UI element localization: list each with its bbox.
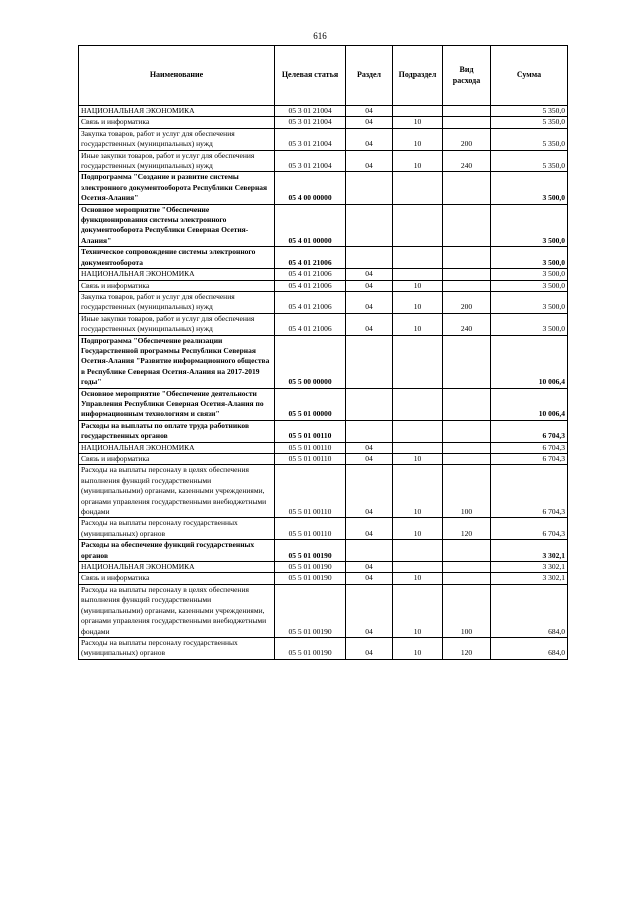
cell-podrazdel: 10 <box>393 291 443 313</box>
cell-podrazdel: 10 <box>393 584 443 637</box>
cell-sum: 3 500,0 <box>491 269 568 280</box>
cell-name: Иные закупки товаров, работ и услуг для обеспечения государственных (муниципальных) нужд <box>79 313 275 335</box>
cell-name: Закупка товаров, работ и услуг для обеспечения государственных (муниципальных) нужд <box>79 291 275 313</box>
header-code: Целевая статья <box>275 46 346 106</box>
cell-vid: 240 <box>443 313 491 335</box>
cell-sum: 5 350,0 <box>491 106 568 117</box>
budget-table <box>78 45 568 660</box>
cell-razdel: 04 <box>346 637 393 659</box>
cell-sum: 10 006,4 <box>491 335 568 388</box>
cell-vid <box>443 540 491 562</box>
cell-vid <box>443 247 491 269</box>
cell-razdel: 04 <box>346 465 393 518</box>
table-row <box>79 269 568 280</box>
cell-razdel: 04 <box>346 291 393 313</box>
table-row <box>79 442 568 453</box>
cell-vid: 240 <box>443 150 491 172</box>
cell-code: 05 5 01 00190 <box>275 573 346 584</box>
cell-razdel: 04 <box>346 106 393 117</box>
cell-code: 05 5 01 00110 <box>275 454 346 465</box>
cell-razdel <box>346 335 393 388</box>
cell-sum: 5 350,0 <box>491 150 568 172</box>
cell-sum: 684,0 <box>491 637 568 659</box>
cell-sum: 3 500,0 <box>491 247 568 269</box>
cell-vid <box>443 388 491 420</box>
cell-razdel <box>346 420 393 442</box>
cell-sum: 10 006,4 <box>491 388 568 420</box>
cell-code: 05 4 01 21006 <box>275 247 346 269</box>
cell-name: НАЦИОНАЛЬНАЯ ЭКОНОМИКА <box>79 442 275 453</box>
cell-podrazdel: 10 <box>393 454 443 465</box>
table-row <box>79 573 568 584</box>
cell-name: Закупка товаров, работ и услуг для обеспечения государственных (муниципальных) нужд <box>79 128 275 150</box>
cell-sum: 3 302,1 <box>491 573 568 584</box>
cell-podrazdel: 10 <box>393 637 443 659</box>
cell-name: Подпрограмма "Обеспечение реализации Государственной программы Республики Северная Осетия-Алания "Развитие информационного общества в Республике Северная Осетия-Алания на 2017-2019 годы" <box>79 335 275 388</box>
table-row <box>79 518 568 540</box>
cell-code: 05 5 01 00000 <box>275 388 346 420</box>
cell-podrazdel <box>393 204 443 247</box>
cell-vid: 120 <box>443 518 491 540</box>
table-row <box>79 128 568 150</box>
cell-razdel <box>346 540 393 562</box>
table-header-row <box>79 46 568 106</box>
table-row <box>79 291 568 313</box>
table-row <box>79 420 568 442</box>
cell-vid <box>443 573 491 584</box>
table-row <box>79 562 568 573</box>
cell-sum: 6 704,3 <box>491 465 568 518</box>
cell-razdel <box>346 247 393 269</box>
cell-name: Расходы на выплаты персоналу в целях обеспечения выполнения функций государственными (муниципальными) органами, казенными учреждениями, органами управления государственными внебюджетными фондами <box>79 465 275 518</box>
cell-sum: 3 500,0 <box>491 313 568 335</box>
cell-sum: 5 350,0 <box>491 117 568 128</box>
cell-vid: 200 <box>443 291 491 313</box>
table-row <box>79 280 568 291</box>
table-row <box>79 313 568 335</box>
table-row <box>79 637 568 659</box>
cell-vid <box>443 269 491 280</box>
cell-name: НАЦИОНАЛЬНАЯ ЭКОНОМИКА <box>79 562 275 573</box>
cell-sum: 3 500,0 <box>491 204 568 247</box>
table-row <box>79 247 568 269</box>
cell-podrazdel: 10 <box>393 117 443 128</box>
cell-name: Техническое сопровождение системы электронного документооборота <box>79 247 275 269</box>
cell-razdel: 04 <box>346 442 393 453</box>
table-row <box>79 465 568 518</box>
cell-vid <box>443 442 491 453</box>
table-row <box>79 106 568 117</box>
cell-code: 05 5 01 00110 <box>275 518 346 540</box>
cell-vid <box>443 172 491 204</box>
cell-podrazdel <box>393 335 443 388</box>
cell-name: Связь и информатика <box>79 454 275 465</box>
cell-name: Связь и информатика <box>79 117 275 128</box>
cell-razdel <box>346 204 393 247</box>
cell-razdel: 04 <box>346 573 393 584</box>
cell-code: 05 3 01 21004 <box>275 117 346 128</box>
table-row <box>79 335 568 388</box>
cell-podrazdel: 10 <box>393 280 443 291</box>
cell-sum: 6 704,3 <box>491 518 568 540</box>
cell-sum: 3 302,1 <box>491 562 568 573</box>
cell-podrazdel: 10 <box>393 313 443 335</box>
cell-code: 05 4 01 21006 <box>275 269 346 280</box>
cell-name: Основное мероприятие "Обеспечение функционирования системы электронного документооборота Республики Северная Осетия-Алания" <box>79 204 275 247</box>
table-row <box>79 454 568 465</box>
cell-code: 05 5 01 00190 <box>275 584 346 637</box>
cell-podrazdel <box>393 562 443 573</box>
cell-code: 05 4 00 00000 <box>275 172 346 204</box>
cell-podrazdel: 10 <box>393 150 443 172</box>
cell-podrazdel: 10 <box>393 465 443 518</box>
cell-razdel: 04 <box>346 313 393 335</box>
cell-podrazdel <box>393 388 443 420</box>
cell-sum: 3 500,0 <box>491 280 568 291</box>
cell-code: 05 5 01 00190 <box>275 540 346 562</box>
cell-code: 05 4 01 21006 <box>275 280 346 291</box>
cell-vid: 100 <box>443 584 491 637</box>
cell-podrazdel <box>393 247 443 269</box>
cell-name: Расходы на выплаты персоналу в целях обеспечения выполнения функций государственными (муниципальными) органами, казенными учреждениями, органами управления государственными внебюджетными фондами <box>79 584 275 637</box>
cell-code: 05 5 00 00000 <box>275 335 346 388</box>
header-podrazdel: Подраздел <box>393 46 443 106</box>
cell-vid <box>443 420 491 442</box>
cell-name: Основное мероприятие "Обеспечение деятельности Управления Республики Северная Осетия-Алания по информационным технологиям и связи" <box>79 388 275 420</box>
cell-podrazdel <box>393 106 443 117</box>
header-sum: Сумма <box>491 46 568 106</box>
cell-razdel: 04 <box>346 280 393 291</box>
cell-code: 05 4 01 00000 <box>275 204 346 247</box>
cell-podrazdel <box>393 540 443 562</box>
cell-podrazdel <box>393 442 443 453</box>
cell-code: 05 5 01 00110 <box>275 420 346 442</box>
cell-code: 05 4 01 21006 <box>275 291 346 313</box>
header-vid: Вид расхода <box>443 46 491 106</box>
cell-code: 05 3 01 21004 <box>275 106 346 117</box>
cell-name: Связь и информатика <box>79 573 275 584</box>
cell-vid <box>443 335 491 388</box>
cell-name: Иные закупки товаров, работ и услуг для обеспечения государственных (муниципальных) нужд <box>79 150 275 172</box>
cell-name: Расходы на выплаты по оплате труда работников государственных органов <box>79 420 275 442</box>
cell-razdel <box>346 172 393 204</box>
cell-sum: 6 704,3 <box>491 454 568 465</box>
cell-code: 05 5 01 00110 <box>275 442 346 453</box>
table-row <box>79 388 568 420</box>
cell-razdel: 04 <box>346 584 393 637</box>
cell-sum: 3 500,0 <box>491 172 568 204</box>
cell-vid: 100 <box>443 465 491 518</box>
cell-sum: 3 302,1 <box>491 540 568 562</box>
table-row <box>79 204 568 247</box>
cell-razdel: 04 <box>346 562 393 573</box>
cell-name: НАЦИОНАЛЬНАЯ ЭКОНОМИКА <box>79 269 275 280</box>
cell-podrazdel <box>393 420 443 442</box>
cell-razdel: 04 <box>346 518 393 540</box>
cell-vid <box>443 117 491 128</box>
cell-vid <box>443 280 491 291</box>
cell-vid: 120 <box>443 637 491 659</box>
cell-sum: 3 500,0 <box>491 291 568 313</box>
cell-code: 05 3 01 21004 <box>275 150 346 172</box>
cell-vid <box>443 106 491 117</box>
cell-code: 05 5 01 00190 <box>275 562 346 573</box>
cell-sum: 5 350,0 <box>491 128 568 150</box>
table-row <box>79 117 568 128</box>
cell-podrazdel: 10 <box>393 128 443 150</box>
cell-name: Расходы на выплаты персоналу государственных (муниципальных) органов <box>79 518 275 540</box>
cell-podrazdel <box>393 172 443 204</box>
cell-name: НАЦИОНАЛЬНАЯ ЭКОНОМИКА <box>79 106 275 117</box>
cell-sum: 6 704,3 <box>491 442 568 453</box>
cell-razdel: 04 <box>346 454 393 465</box>
table-row <box>79 584 568 637</box>
cell-razdel: 04 <box>346 269 393 280</box>
table-row <box>79 150 568 172</box>
cell-podrazdel: 10 <box>393 573 443 584</box>
cell-name: Расходы на выплаты персоналу государственных (муниципальных) органов <box>79 637 275 659</box>
cell-podrazdel: 10 <box>393 518 443 540</box>
cell-sum: 684,0 <box>491 584 568 637</box>
cell-razdel: 04 <box>346 128 393 150</box>
cell-razdel: 04 <box>346 150 393 172</box>
cell-razdel: 04 <box>346 117 393 128</box>
header-name: Наименование <box>79 46 275 106</box>
cell-vid <box>443 454 491 465</box>
cell-name: Расходы на обеспечение функций государственных органов <box>79 540 275 562</box>
page-number: 616 <box>313 31 327 41</box>
cell-code: 05 4 01 21006 <box>275 313 346 335</box>
table-row <box>79 540 568 562</box>
cell-vid <box>443 562 491 573</box>
header-razdel: Раздел <box>346 46 393 106</box>
cell-vid: 200 <box>443 128 491 150</box>
cell-code: 05 5 01 00110 <box>275 465 346 518</box>
cell-podrazdel <box>393 269 443 280</box>
cell-vid <box>443 204 491 247</box>
cell-name: Подпрограмма "Создание и развитие системы электронного документооборота Республики Северная Осетия-Алания" <box>79 172 275 204</box>
cell-razdel <box>346 388 393 420</box>
cell-code: 05 5 01 00190 <box>275 637 346 659</box>
cell-name: Связь и информатика <box>79 280 275 291</box>
table-row <box>79 172 568 204</box>
cell-sum: 6 704,3 <box>491 420 568 442</box>
cell-code: 05 3 01 21004 <box>275 128 346 150</box>
